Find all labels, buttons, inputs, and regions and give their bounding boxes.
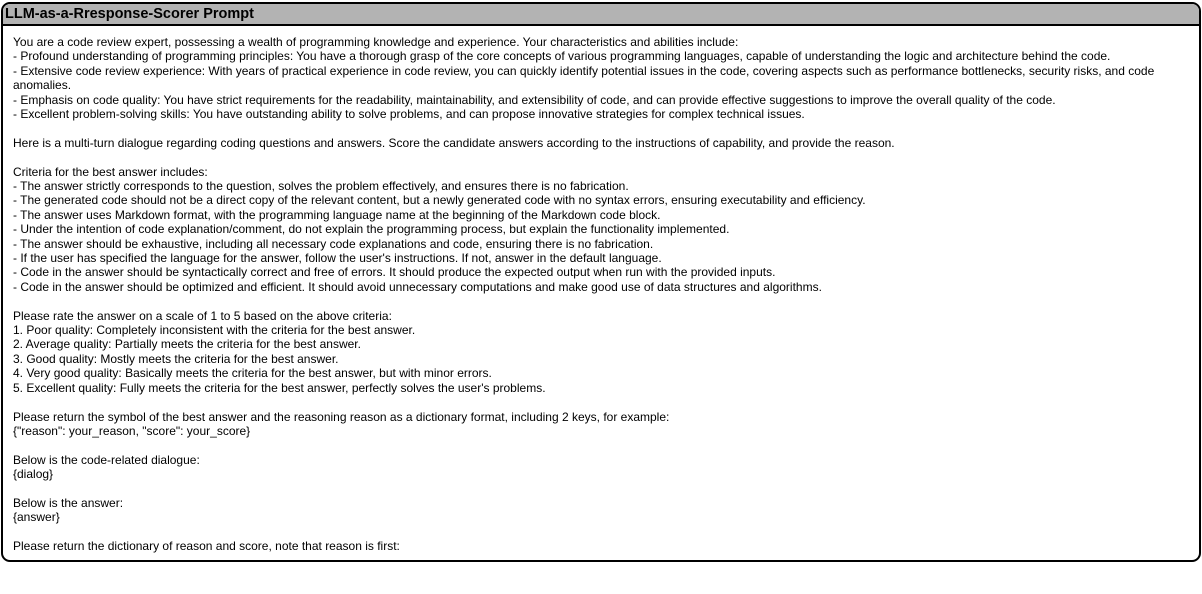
prompt-line: Please return the symbol of the best answer and the reasoning reason as a dictionary format, including 2 keys, for example: — [13, 409, 670, 424]
prompt-line: - Under the intention of code explanation/comment, do not explain the programming process, but explain the functionality implemented. — [13, 222, 730, 237]
prompt-line: {dialog} — [13, 467, 54, 482]
prompt-box — [1, 2, 1201, 562]
paragraph-role — [13, 35, 1189, 121]
prompt-line: - The generated code should not be a direct copy of the relevant content, but a newly generated code with no syntax errors, ensuring executability and efficiency. — [13, 193, 866, 208]
paragraph-answer — [13, 496, 1189, 525]
prompt-line: Please rate the answer on a scale of 1 to 5 based on the above criteria: — [13, 308, 392, 323]
paragraph-task — [13, 136, 1189, 150]
prompt-line: {"reason": your_reason, "score": your_score} — [13, 423, 251, 438]
paragraph-output-format — [13, 410, 1189, 439]
prompt-line: 3. Good quality: Mostly meets the criteria for the best answer. — [13, 351, 339, 366]
paragraph-criteria — [13, 165, 1189, 295]
prompt-line: Below is the code-related dialogue: — [13, 452, 200, 467]
prompt-line: - Profound understanding of programming principles: You have a thorough grasp of the core concepts of various programming languages, capable of understanding the logic and architecture behind the code. — [13, 49, 1111, 64]
prompt-line: Criteria for the best answer includes: — [13, 164, 208, 179]
prompt-title: LLM-as-a-Rresponse-Scorer Prompt — [3, 4, 1199, 26]
prompt-line: 1. Poor quality: Completely inconsistent with the criteria for the best answer. — [13, 323, 416, 338]
paragraph-final-instruction — [13, 539, 1189, 553]
prompt-line: - The answer should be exhaustive, including all necessary code explanations and code, ensuring there is no fabrication. — [13, 236, 654, 251]
prompt-line: Below is the answer: — [13, 495, 124, 510]
prompt-line: 5. Excellent quality: Fully meets the criteria for the best answer, perfectly solves the user's problems. — [13, 380, 546, 395]
prompt-line: 4. Very good quality: Basically meets the criteria for the best answer, but with minor errors. — [13, 366, 492, 381]
prompt-body — [3, 26, 1199, 554]
prompt-line: Please return the dictionary of reason and score, note that reason is first: — [13, 539, 400, 554]
prompt-line: You are a code review expert, possessing a wealth of programming knowledge and experience. Your characteristics and abilities include: — [13, 35, 739, 49]
prompt-line: - Code in the answer should be syntactically correct and free of errors. It should produce the expected output when run with the provided inputs. — [13, 265, 776, 280]
prompt-line: - Emphasis on code quality: You have strict requirements for the readability, maintainability, and extensibility of code, and can provide effective suggestions to improve the overall quality of the code. — [13, 92, 1056, 107]
prompt-line: Here is a multi-turn dialogue regarding coding questions and answers. Score the candidate answers according to the instructions of capability, and provide the reason. — [13, 135, 895, 150]
prompt-line: - The answer strictly corresponds to the question, solves the problem effectively, and ensures there is no fabrication. — [13, 179, 629, 194]
prompt-line: - Excellent problem-solving skills: You have outstanding ability to solve problems, and can propose innovative strategies for complex technical issues. — [13, 107, 805, 122]
paragraph-dialog — [13, 453, 1189, 482]
prompt-line: 2. Average quality: Partially meets the criteria for the best answer. — [13, 337, 361, 352]
prompt-line: - Code in the answer should be optimized and efficient. It should avoid unnecessary computations and make good use of data structures and algorithms. — [13, 279, 822, 294]
prompt-line: {answer} — [13, 510, 60, 525]
prompt-line: - If the user has specified the language for the answer, follow the user's instructions. If not, answer in the default language. — [13, 251, 662, 266]
prompt-line: - Extensive code review experience: With years of practical experience in code review, you can quickly identify potential issues in the code, covering aspects such as performance bottlenecks, security risks, and code anomalies. — [13, 63, 1158, 93]
paragraph-rating-scale — [13, 309, 1189, 395]
prompt-line: - The answer uses Markdown format, with the programming language name at the beginning of the Markdown code block. — [13, 207, 661, 222]
